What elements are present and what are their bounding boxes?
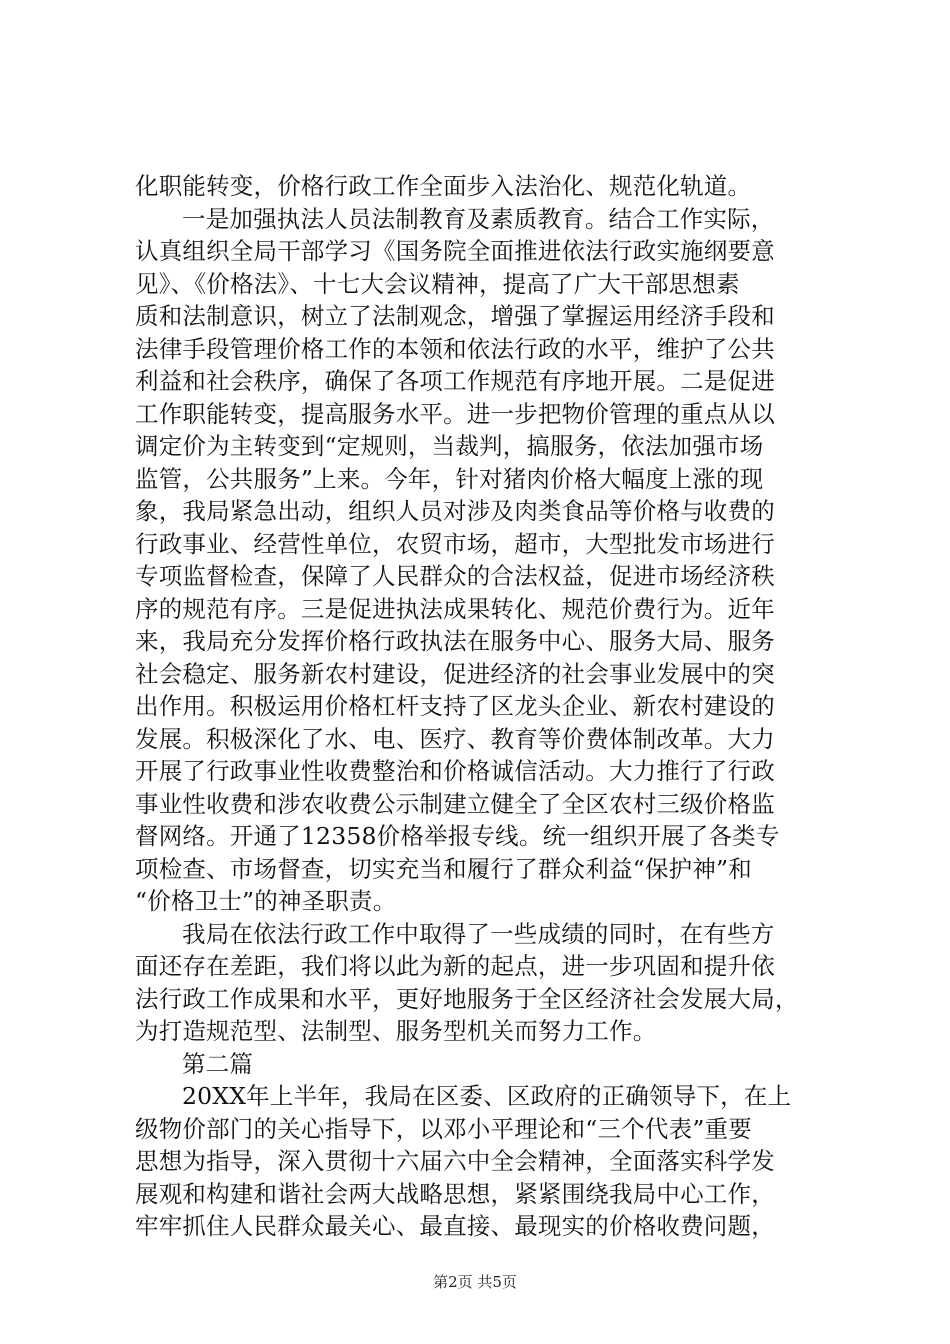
text-line: 见》、《价格法》、十七大会议精神，提高了广大干部思想素 [135,269,740,298]
text-line: 认真组织全局干部学习《国务院全面推进依法行政实施纲要意 [135,237,775,265]
text-line: 化职能转变，价格行政工作全面步入法治化、规范化轨道。 [135,172,752,200]
text-line: 法行政工作成果和水平，更好地服务于全区经济社会发展大局， [135,984,799,1013]
text-line: 监管，公共服务”上来。今年，针对猪肉价格大幅度上涨的现 [135,464,764,493]
text-line: 展观和构建和谐社会两大战略思想，紧紧围绕我局中心工作， [135,1179,775,1208]
text-line: 序的规范有序。三是促进执法成果转化、规范价费行为。近年 [135,594,775,623]
text-line: 来，我局充分发挥价格行政执法在服务中心、服务大局、服务 [135,627,775,655]
text-line: 质和法制意识，树立了法制观念，增强了掌握运用经济手段和 [135,302,775,330]
paragraph-start: 我局在依法行政工作中取得了一些成绩的同时，在有些方 [182,919,775,948]
text-line: 调定价为主转变到“定规则，当裁判，搞服务，依法加强市场 [135,432,764,460]
text-line: 思想为指导，深入贯彻十六届六中全会精神，全面落实科学发 [135,1147,775,1175]
text-line: 社会稳定、服务新农村建设，促进经济的社会事业发展中的突 [135,659,775,688]
text-line: 为打造规范型、法制型、服务型机关而努力工作。 [135,1017,657,1045]
paragraph-start: 一是加强执法人员法制教育及素质教育。结合工作实际， [182,204,775,233]
text-line: 发展。积极深化了水、电、医疗、教育等价费体制改革。大力 [135,724,775,753]
text-line: 开展了行政事业性收费整治和价格诚信活动。大力推行了行政 [135,757,775,785]
text-line: “价格卫士”的神圣职责。 [135,887,397,915]
text-line: 督网络。开通了12358价格举报专线。统一组织开展了各类专 [135,822,780,850]
page-number: 第2页 共5页 [433,1273,517,1291]
text-line: 法律手段管理价格工作的本领和依法行政的水平，维护了公共 [135,334,775,363]
text-line: 象，我局紧急出动，组织人员对涉及肉类食品等价格与收费的 [135,497,775,525]
text-line: 利益和社会秩序，确保了各项工作规范有序地开展。二是促进 [135,367,775,395]
text-line: 行政事业、经营性单位，农贸市场，超市，大型批发市场进行 [135,529,775,558]
document-body [135,170,835,1243]
page-footer [0,1272,950,1292]
text-line: 项检查、市场督查，切实充当和履行了群众利益“保护神”和 [135,854,752,883]
text-line: 级物价部门的关心指导下，以邓小平理论和“三个代表”重要 [135,1114,752,1143]
text-line: 专项监督检查，保障了人民群众的合法权益，促进市场经济秩 [135,562,775,590]
text-line: 事业性收费和涉农收费公示制建立健全了全区农村三级价格监 [135,789,775,818]
section-heading: 第二篇 [182,1049,254,1078]
paragraph-start: 20XX年上半年，我局在区委、区政府的正确领导下，在上 [182,1082,792,1110]
text-line: 面还存在差距，我们将以此为新的起点，进一步巩固和提升依 [135,952,775,980]
text-line: 工作职能转变，提高服务水平。进一步把物价管理的重点从以 [135,399,775,428]
text-line: 出作用。积极运用价格杠杆支持了区龙头企业、新农村建设的 [135,692,775,720]
text-line: 牢牢抓住人民群众最关心、最直接、最现实的价格收费问题， [135,1212,775,1240]
